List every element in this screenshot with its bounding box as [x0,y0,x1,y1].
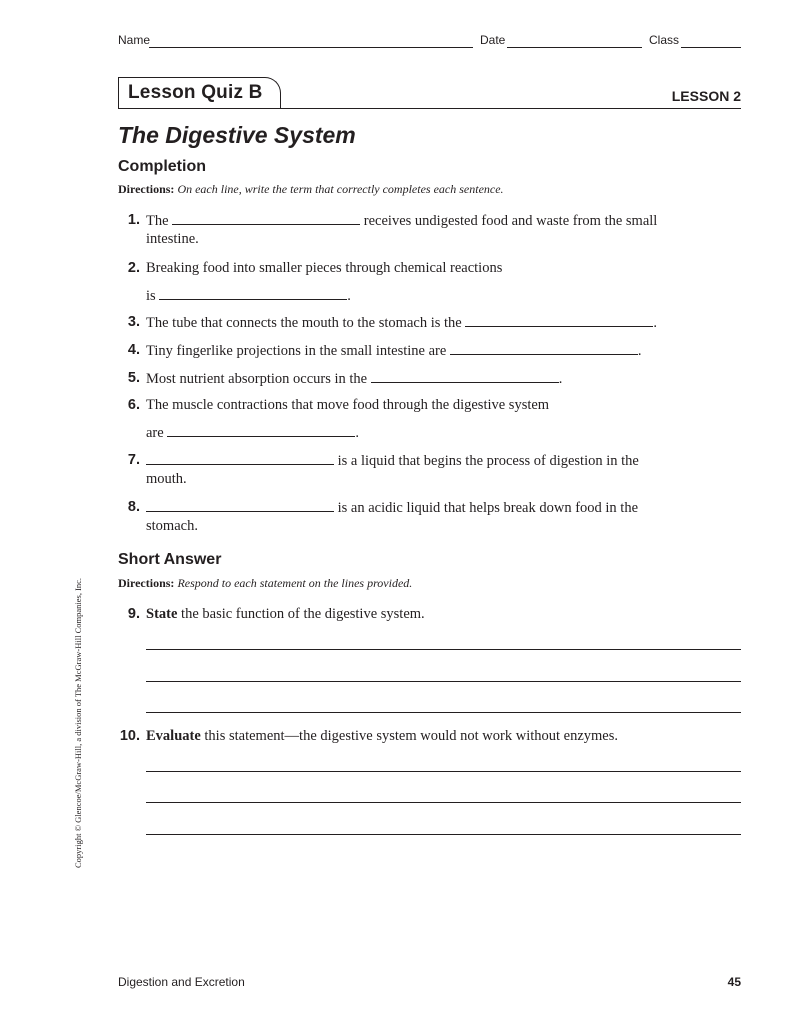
question-number: 9. [127,606,140,622]
question-number: 7. [127,452,140,468]
page-number: 45 [727,975,741,989]
question-text-cont: stomach. [146,518,198,534]
question-text: is a liquid that begins the process of digestion in the [337,453,639,469]
lesson-quiz-tab [118,77,281,109]
question-text: Breaking food into smaller pieces through chemical reactions [146,260,503,276]
question-text: are [146,425,164,441]
question-text: the basic function of the digestive system. [181,606,425,622]
answer-blank-2[interactable] [159,286,347,300]
page-title: The Digestive System [118,122,356,148]
question-text: The muscle contractions that move food through the digestive system [146,397,550,413]
completion-directions [118,182,504,197]
question-number: 8. [127,499,140,515]
question-text: The [146,213,169,229]
question-text: . [653,315,657,331]
answer-line-9b[interactable] [146,681,741,682]
question-text: is [146,288,156,304]
answer-line-10c[interactable] [146,834,741,835]
copyright-notice: Copyright © Glencoe/McGraw-Hill, a division of The McGraw-Hill Companies, Inc. [73,577,83,868]
question-text-cont: mouth. [146,471,187,487]
name-label: Name [118,33,151,47]
directions-label: Directions: [118,576,175,590]
question-text: . [558,371,563,387]
question-text: Most nutrient absorption occurs in the [146,371,368,387]
question-number: 4. [127,342,140,358]
directions-text: Respond to each statement on the lines provided. [177,576,413,590]
short-answer-directions [118,576,412,591]
question-text: . [347,288,351,304]
header-rule [118,108,741,109]
completion-heading: Completion [118,158,206,175]
question-text: The tube that connects the mouth to the stomach is the [146,315,462,331]
question-text: . [355,425,359,441]
question-number: 3. [127,314,140,330]
answer-line-10a[interactable] [146,771,741,772]
question-number: 6. [127,397,140,413]
footer-unit-title: Digestion and Excretion [118,975,245,989]
question-number: 1. [127,212,140,228]
answer-line-9a[interactable] [146,649,741,650]
question-text-cont: intestine. [146,231,199,247]
question-text: is an acidic liquid that helps break down food in the [337,500,639,516]
answer-line-9c[interactable] [146,712,741,713]
lesson-quiz-title: Lesson Quiz B [128,82,263,103]
question-verb: Evaluate [146,728,201,744]
name-field[interactable] [149,47,473,48]
short-answer-heading: Short Answer [118,551,222,568]
directions-text: On each line, write the term that correctly completes each sentence. [177,182,504,196]
answer-blank-1[interactable] [172,211,360,225]
date-label: Date [480,33,506,47]
answer-blank-4[interactable] [450,341,638,355]
answer-blank-5[interactable] [371,369,559,383]
directions-label: Directions: [118,182,175,196]
question-text: Tiny fingerlike projections in the small intestine are [146,343,447,359]
question-verb: State [146,606,178,622]
question-number: 10. [119,728,140,744]
answer-blank-8[interactable] [146,498,334,512]
question-text: . [637,343,642,359]
answer-blank-6[interactable] [167,423,355,437]
answer-blank-3[interactable] [465,313,653,327]
question-text: receives undigested food and waste from the small [363,213,658,229]
class-label: Class [649,33,680,47]
student-info-header [118,33,741,49]
date-field[interactable] [507,47,642,48]
answer-blank-7[interactable] [146,451,334,465]
question-number: 2. [127,260,140,276]
answer-line-10b[interactable] [146,802,741,803]
class-field[interactable] [681,47,741,48]
lesson-number: LESSON 2 [671,88,741,104]
question-number: 5. [127,370,140,386]
question-text: this statement—the digestive system would not work without enzymes. [204,728,619,744]
